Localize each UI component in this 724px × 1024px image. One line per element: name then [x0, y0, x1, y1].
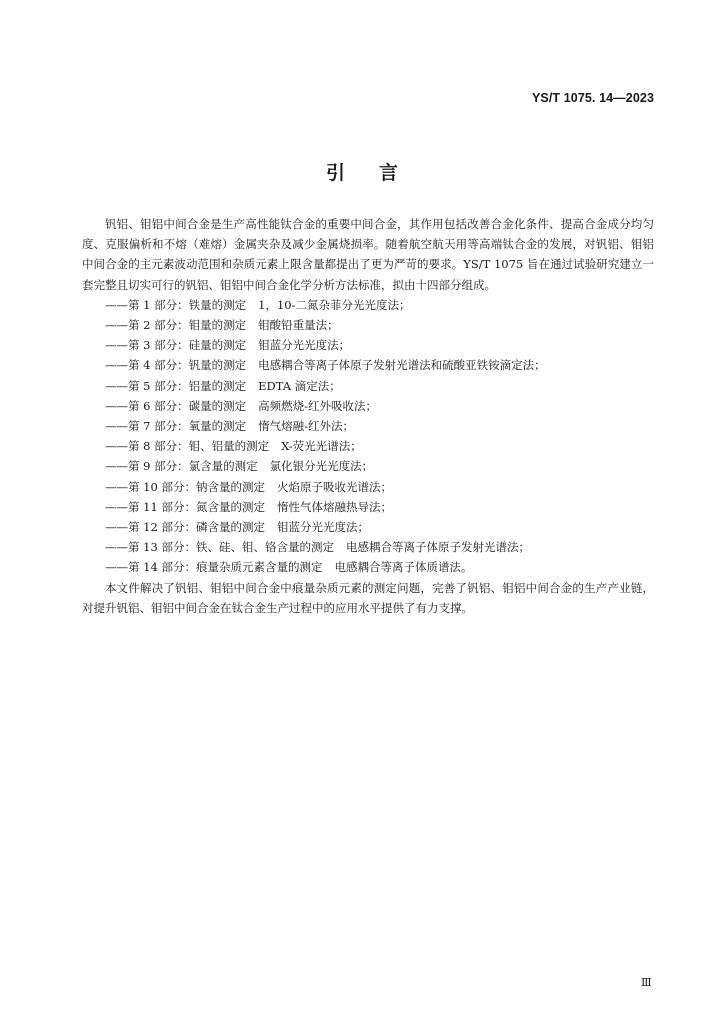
part-list-item: [82, 335, 654, 355]
part-method: 高频燃烧-红外吸收法；: [258, 398, 378, 413]
part-title: ——第 5 部分：铝量的测定: [105, 378, 247, 393]
part-list-item: [82, 477, 654, 497]
part-title: ——第 10 部分：钠含量的测定: [105, 479, 265, 494]
part-method: 钼蓝分光光度法；: [276, 520, 369, 535]
part-method: 火焰原子吸收光谱法；: [276, 479, 392, 494]
part-list-item: [82, 396, 654, 416]
closing-paragraph: 本文件解决了钒铝、钼铝中间合金中痕量杂质元素的测定问题，完善了钒铝、钼铝中间合金的生产产业链，对提升钒铝、钼铝中间合金在钛合金生产过程中的应用水平提供了有力支撑。: [82, 580, 654, 615]
part-list-item: [82, 376, 654, 396]
part-list-item: [82, 436, 654, 456]
part-list-item: [82, 456, 654, 476]
part-method: 电感耦合等离子体原子发射光谱法；: [345, 540, 530, 555]
standard-code: YS/T 1075. 14—2023: [531, 91, 654, 105]
part-method: 惰性气体熔融热导法；: [276, 499, 392, 514]
part-method: 1，10-二氮杂菲分光光度法；: [258, 297, 411, 312]
parts-list: [82, 295, 654, 578]
part-list-item: [82, 517, 654, 537]
part-title: ——第 13 部分：铁、硅、钼、铬含量的测定: [105, 540, 334, 555]
document-body: [82, 214, 654, 618]
part-method: 电感耦合等离子体原子发射光谱法和硫酸亚铁铵滴定法；: [258, 358, 546, 373]
part-title: ——第 3 部分：硅量的测定: [105, 338, 247, 353]
part-title: ——第 1 部分：铁量的测定: [105, 297, 247, 312]
part-method: X-荧光光谱法；: [281, 439, 362, 454]
part-list-item: [82, 295, 654, 315]
part-list-item: [82, 557, 654, 577]
part-list-item: [82, 497, 654, 517]
intro-paragraph: 钒铝、钼铝中间合金是生产高性能钛合金的重要中间合金，其作用包括改善合金化条件、提高合金成分均匀度、克服偏析和不熔（难熔）金属夹杂及减少金属烧损率。随着航空航天用等高端钛合金的发展，对钒铝、钼铝中间合金的主元素波动范围和杂质元素上限含量都提出了更为严苛的要求。YS/T 1075 旨在通过试验研究建立一套完整且切实可行的钒铝、钼铝中间合金化学分析方法标准，拟由十四部分组成。: [82, 217, 654, 292]
part-method: 电感耦合等离子体质谱法。: [334, 560, 473, 575]
part-method: EDTA 滴定法；: [258, 378, 341, 393]
part-list-item: [82, 315, 654, 335]
part-title: ——第 9 部分：氯含量的测定: [105, 459, 258, 474]
part-method: 钼酸铅重量法；: [258, 318, 339, 333]
page-title: 引言: [325, 162, 432, 184]
part-list-item: [82, 416, 654, 436]
part-method: 钼蓝分光光度法；: [258, 338, 351, 353]
part-list-item: [82, 537, 654, 557]
part-title: ——第 11 部分：氮含量的测定: [105, 499, 265, 514]
part-list-item: [82, 355, 654, 375]
part-title: ——第 8 部分：钼、铝量的测定: [105, 439, 270, 454]
page-number: Ⅲ: [641, 976, 652, 989]
part-method: 氯化银分光光度法；: [269, 459, 374, 474]
part-title: ——第 4 部分：钒量的测定: [105, 358, 247, 373]
part-title: ——第 7 部分：氧量的测定: [105, 419, 247, 434]
part-title: ——第 14 部分：痕量杂质元素含量的测定: [105, 560, 323, 575]
part-title: ——第 6 部分：碳量的测定: [105, 398, 247, 413]
part-method: 惰气熔融-红外法；: [258, 419, 355, 434]
part-title: ——第 2 部分：钼量的测定: [105, 318, 247, 333]
part-title: ——第 12 部分：磷含量的测定: [105, 520, 265, 535]
